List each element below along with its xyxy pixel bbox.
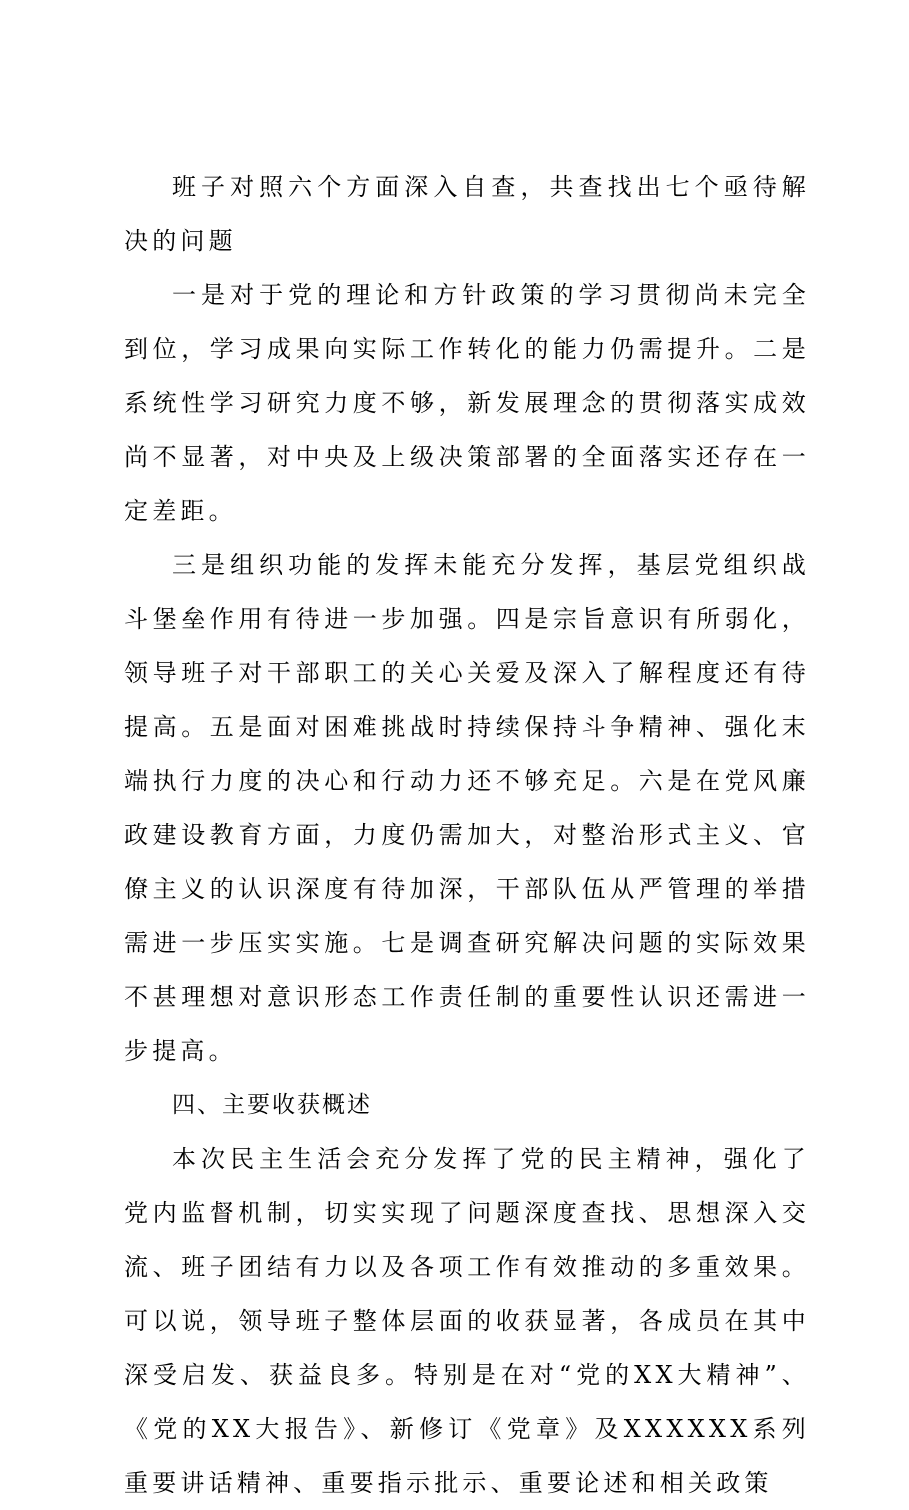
document-body	[124, 160, 810, 1510]
paragraph-problems-one-two: 一是对于党的理论和方针政策的学习贯彻尚未完全到位，学习成果向实际工作转化的能力仍需提升。二是系统性学习研究力度不够，新发展理念的贯彻落实成效尚不显著，对中央及上级决策部署的全面落实还存在一定差距。	[124, 281, 810, 525]
paragraph-self-inspection-intro: 班子对照六个方面深入自查，共查找出七个亟待解决的问题	[124, 173, 810, 255]
paragraph-problems-three-to-seven: 三是组织功能的发挥未能充分发挥，基层党组织战斗堡垒作用有待进一步加强。四是宗旨意识有所弱化，领导班子对干部职工的关心关爱及深入了解程度还有待提高。五是面对困难挑战时持续保持斗争精神、强化末端执行力度的决心和行动力还不够充足。六是在党风廉政建设教育方面，力度仍需加大，对整治形式主义、官僚主义的认识深度有待加深，干部队伍从严管理的举措需进一步压实实施。七是调查研究解决问题的实际效果不甚理想对意识形态工作责任制的重要性认识还需进一步提高。	[124, 551, 810, 1065]
paragraph-main-gains: 本次民主生活会充分发挥了党的民主精神，强化了党内监督机制，切实实现了问题深度查找、思想深入交流、班子团结有力以及各项工作有效推动的多重效果。可以说，领导班子整体层面的收获显著，各成员在其中深受启发、获益良多。特别是在对“党的XX大精神”、《党的XX大报告》、新修订《党章》及XXXXXX系列重要讲话精神、重要指示批示、重要论述和相关政策	[124, 1145, 810, 1497]
section-heading-main-gains: 四、主要收获概述	[172, 1092, 372, 1118]
